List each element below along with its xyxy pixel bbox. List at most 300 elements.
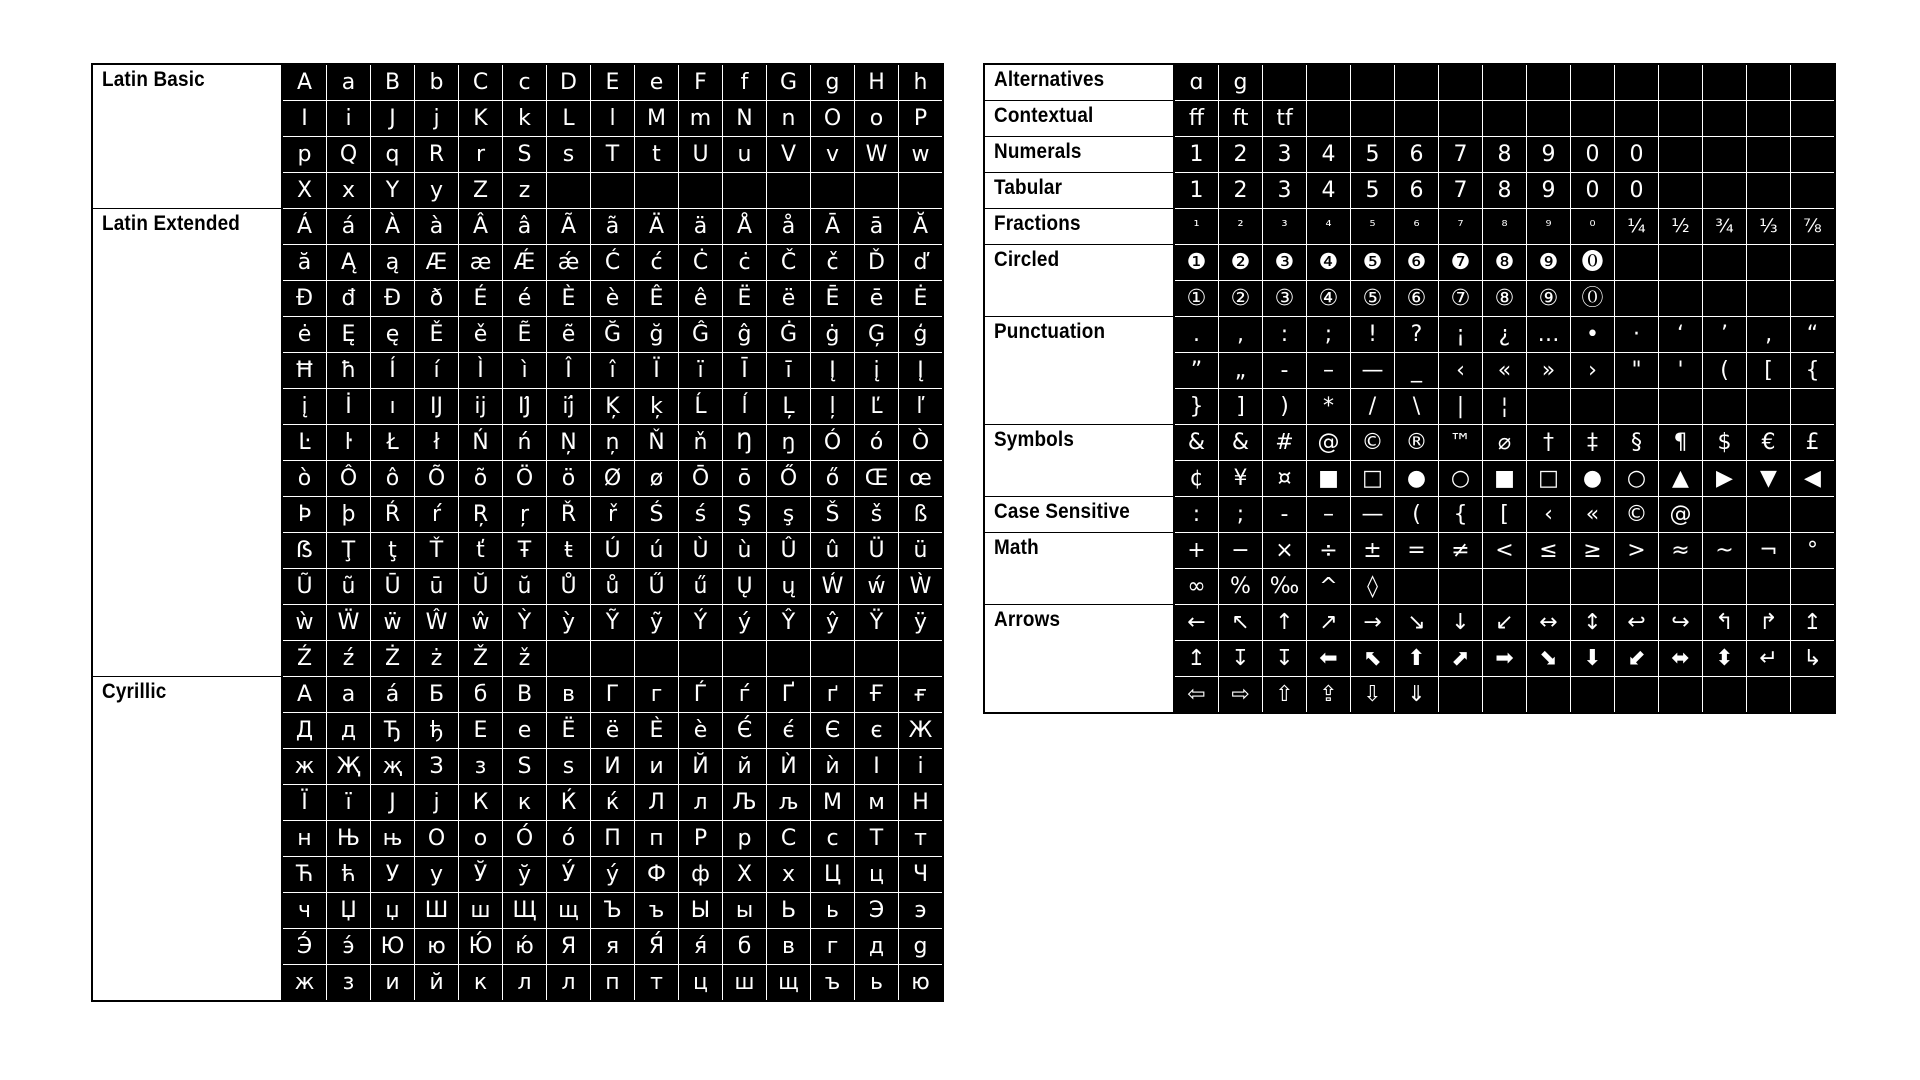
- glyph-cell: ë: [767, 281, 811, 317]
- glyph-cell: а: [327, 677, 371, 713]
- glyph-cell: Ā: [811, 209, 855, 245]
- glyph-cell: Ẅ: [327, 605, 371, 641]
- glyph-cell: Õ: [415, 461, 459, 497]
- glyph-cell: į: [855, 353, 899, 389]
- empty-glyph-cell: [1527, 569, 1571, 605]
- glyph-cell: Ғ: [855, 677, 899, 713]
- glyph-cell: щ: [767, 965, 811, 1002]
- glyph-cell: 8: [1483, 173, 1527, 209]
- glyph-cell: g: [899, 929, 944, 965]
- glyph-cell: Þ: [282, 497, 327, 533]
- glyph-cell: ❻: [1395, 245, 1439, 281]
- glyph-cell: č: [811, 245, 855, 281]
- glyph-cell: Ï: [635, 353, 679, 389]
- glyph-cell: Ŭ: [459, 569, 503, 605]
- glyph-cell: И: [591, 749, 635, 785]
- glyph-cell: з: [327, 965, 371, 1002]
- empty-glyph-cell: [1747, 101, 1791, 137]
- glyph-cell: l: [591, 101, 635, 137]
- glyph-row: [984, 173, 1835, 209]
- glyph-cell: Ő: [767, 461, 811, 497]
- glyph-cell: Ħ: [282, 353, 327, 389]
- empty-glyph-cell: [1395, 101, 1439, 137]
- glyph-cell: ↩: [1615, 605, 1659, 641]
- empty-glyph-cell: [1571, 101, 1615, 137]
- glyph-cell: Ļ: [767, 389, 811, 425]
- glyph-cell: ғ: [899, 677, 944, 713]
- glyph-cell: ī: [767, 353, 811, 389]
- section-label-text: Math: [994, 536, 1039, 559]
- glyph-cell: \: [1395, 389, 1439, 425]
- glyph-cell: ⬅: [1307, 641, 1351, 677]
- glyph-cell: Ж: [899, 713, 944, 749]
- glyph-cell: ': [1659, 353, 1703, 389]
- glyph-cell: W: [855, 137, 899, 173]
- glyph-cell: ↔: [1527, 605, 1571, 641]
- section-label-text: Alternatives: [994, 68, 1105, 91]
- empty-glyph-cell: [1659, 389, 1703, 425]
- glyph-cell: ā: [855, 209, 899, 245]
- glyph-cell: ’: [1703, 317, 1747, 353]
- glyph-cell: ẃ: [855, 569, 899, 605]
- glyph-cell: Я: [547, 929, 591, 965]
- empty-glyph-cell: [1395, 569, 1439, 605]
- glyph-cell: Ž: [459, 641, 503, 677]
- glyph-cell: →: [1351, 605, 1395, 641]
- glyph-cell: ©: [1615, 497, 1659, 533]
- glyph-cell: á: [371, 677, 415, 713]
- glyph-cell: ň: [679, 425, 723, 461]
- glyph-cell: y: [415, 173, 459, 209]
- glyph-cell: ○: [1439, 461, 1483, 497]
- glyph-cell: !: [1351, 317, 1395, 353]
- glyph-cell: з: [459, 749, 503, 785]
- glyph-cell: ú: [635, 533, 679, 569]
- glyph-cell: ⑤: [1351, 281, 1395, 317]
- glyph-cell: ↘: [1395, 605, 1439, 641]
- glyph-cell: л: [547, 965, 591, 1002]
- glyph-cell: G: [767, 64, 811, 101]
- glyph-cell: é: [503, 281, 547, 317]
- glyph-cell: ■: [1483, 461, 1527, 497]
- glyph-cell: w: [899, 137, 944, 173]
- empty-glyph-cell: [1395, 64, 1439, 101]
- glyph-cell: x: [327, 173, 371, 209]
- glyph-cell: й: [723, 749, 767, 785]
- glyph-cell: О́: [503, 821, 547, 857]
- glyph-cell: Ţ: [327, 533, 371, 569]
- empty-glyph-cell: [855, 641, 899, 677]
- glyph-cell: ⁷: [1439, 209, 1483, 245]
- section-label-text: Numerals: [994, 140, 1082, 163]
- empty-glyph-cell: [679, 641, 723, 677]
- glyph-cell: ź: [327, 641, 371, 677]
- glyph-cell: ⇓: [1395, 677, 1439, 714]
- glyph-cell: Ų: [723, 569, 767, 605]
- glyph-cell: 5: [1351, 137, 1395, 173]
- glyph-cell: ѕ: [547, 749, 591, 785]
- glyph-cell: Ŋ: [723, 425, 767, 461]
- section-label-punctuation: [984, 317, 1174, 425]
- glyph-cell: Ă: [899, 209, 944, 245]
- empty-glyph-cell: [1527, 101, 1571, 137]
- glyph-cell: ⇨: [1219, 677, 1263, 714]
- glyph-cell: І: [855, 749, 899, 785]
- glyph-cell: ж: [282, 965, 327, 1002]
- empty-glyph-cell: [1659, 281, 1703, 317]
- glyph-cell: õ: [459, 461, 503, 497]
- glyph-cell: Ě: [415, 317, 459, 353]
- glyph-cell: ę: [371, 317, 415, 353]
- glyph-cell: 3: [1263, 137, 1307, 173]
- glyph-cell: ł: [415, 425, 459, 461]
- glyph-cell: е: [503, 713, 547, 749]
- glyph-cell: Į: [899, 353, 944, 389]
- glyph-cell: ④: [1307, 281, 1351, 317]
- glyph-cell: m: [679, 101, 723, 137]
- glyph-cell: „: [1219, 353, 1263, 389]
- glyph-cell: д: [327, 713, 371, 749]
- glyph-cell: Č: [767, 245, 811, 281]
- glyph-cell: Ь: [767, 893, 811, 929]
- glyph-cell: ❷: [1219, 245, 1263, 281]
- glyph-cell: å: [767, 209, 811, 245]
- glyph-cell: 7: [1439, 137, 1483, 173]
- glyph-cell: ❹: [1307, 245, 1351, 281]
- empty-glyph-cell: [1615, 281, 1659, 317]
- glyph-cell: ≤: [1527, 533, 1571, 569]
- glyph-cell: 0: [1615, 137, 1659, 173]
- glyph-cell: Ѐ: [635, 713, 679, 749]
- glyph-cell: ⌀: [1483, 425, 1527, 461]
- glyph-cell: “: [1791, 317, 1836, 353]
- glyph-cell: 6: [1395, 173, 1439, 209]
- glyph-cell: ъ: [811, 965, 855, 1002]
- glyph-cell: É: [459, 281, 503, 317]
- glyph-cell: Н: [899, 785, 944, 821]
- glyph-cell: ◊: [1351, 569, 1395, 605]
- glyph-cell: ť: [459, 533, 503, 569]
- glyph-cell: Ĺ: [679, 389, 723, 425]
- glyph-cell: Ë: [723, 281, 767, 317]
- glyph-cell: {: [1791, 353, 1836, 389]
- glyph-cell: 6: [1395, 137, 1439, 173]
- empty-glyph-cell: [1703, 245, 1747, 281]
- glyph-cell: Ņ: [547, 425, 591, 461]
- glyph-cell: ŭ: [503, 569, 547, 605]
- glyph-cell: ŗ: [503, 497, 547, 533]
- glyph-cell: ĝ: [723, 317, 767, 353]
- glyph-cell: и: [635, 749, 679, 785]
- glyph-cell: Ђ: [371, 713, 415, 749]
- glyph-cell: ¶: [1659, 425, 1703, 461]
- empty-glyph-cell: [1703, 497, 1747, 533]
- glyph-cell: Í: [371, 353, 415, 389]
- empty-glyph-cell: [1571, 389, 1615, 425]
- glyph-cell: «: [1483, 353, 1527, 389]
- glyph-cell: ;: [1219, 497, 1263, 533]
- glyph-cell: Ä: [635, 209, 679, 245]
- glyph-cell: Ỳ: [503, 605, 547, 641]
- glyph-cell: ŵ: [459, 605, 503, 641]
- glyph-row: [984, 533, 1835, 569]
- glyph-cell: ↕: [1571, 605, 1615, 641]
- empty-glyph-cell: [767, 173, 811, 209]
- glyph-cell: v: [811, 137, 855, 173]
- glyph-cell: Û: [767, 533, 811, 569]
- glyph-cell: э́: [327, 929, 371, 965]
- glyph-cell: ⬆: [1395, 641, 1439, 677]
- glyph-cell: ≈: [1659, 533, 1703, 569]
- glyph-cell: Ù: [679, 533, 723, 569]
- glyph-cell: Ъ: [591, 893, 635, 929]
- glyph-cell: Î: [547, 353, 591, 389]
- glyph-cell: Ŧ: [503, 533, 547, 569]
- glyph-cell: ó: [855, 425, 899, 461]
- glyph-cell: Ģ: [855, 317, 899, 353]
- glyph-cell: …: [1527, 317, 1571, 353]
- glyph-cell: о: [459, 821, 503, 857]
- section-label-circled: [984, 245, 1174, 317]
- glyph-cell: у́: [591, 857, 635, 893]
- glyph-cell: –: [1307, 353, 1351, 389]
- glyph-cell: ➡: [1483, 641, 1527, 677]
- section-label-math: [984, 533, 1174, 605]
- glyph-cell: Ş: [723, 497, 767, 533]
- glyph-cell: †: [1527, 425, 1571, 461]
- glyph-cell: ý: [723, 605, 767, 641]
- glyph-cell: Ũ: [282, 569, 327, 605]
- glyph-cell: ő: [811, 461, 855, 497]
- glyph-cell: ų: [767, 569, 811, 605]
- empty-glyph-cell: [1615, 245, 1659, 281]
- glyph-cell: ц: [679, 965, 723, 1002]
- empty-glyph-cell: [1747, 677, 1791, 714]
- glyph-cell: U: [679, 137, 723, 173]
- section-label-text: Latin Extended: [102, 212, 240, 235]
- glyph-cell: Ќ: [547, 785, 591, 821]
- glyph-cell: ć: [635, 245, 679, 281]
- glyph-cell: Ẃ: [811, 569, 855, 605]
- glyph-cell: ц: [855, 857, 899, 893]
- glyph-cell: ②: [1219, 281, 1263, 317]
- glyph-cell: |: [1439, 389, 1483, 425]
- glyph-cell: þ: [327, 497, 371, 533]
- glyph-cell: 7: [1439, 173, 1483, 209]
- empty-glyph-cell: [1791, 173, 1836, 209]
- glyph-cell: ³: [1263, 209, 1307, 245]
- glyph-cell: ↖: [1219, 605, 1263, 641]
- glyph-cell: Щ: [503, 893, 547, 929]
- glyph-cell: ņ: [591, 425, 635, 461]
- glyph-cell: ґ: [811, 677, 855, 713]
- glyph-cell: ż: [415, 641, 459, 677]
- glyph-cell: ð: [415, 281, 459, 317]
- glyph-cell: ⁴: [1307, 209, 1351, 245]
- empty-glyph-cell: [723, 173, 767, 209]
- glyph-cell: Ű: [635, 569, 679, 605]
- glyph-cell: ⑨: [1527, 281, 1571, 317]
- glyph-cell: ): [1263, 389, 1307, 425]
- glyph-cell: Ğ: [591, 317, 635, 353]
- glyph-cell: Ц: [811, 857, 855, 893]
- glyph-cell: ћ: [327, 857, 371, 893]
- glyph-cell: Ź: [282, 641, 327, 677]
- glyph-cell: і: [899, 749, 944, 785]
- glyph-cell: ○: [1615, 461, 1659, 497]
- glyph-cell: @: [1307, 425, 1351, 461]
- empty-glyph-cell: [1747, 569, 1791, 605]
- glyph-cell: Є: [811, 713, 855, 749]
- empty-glyph-cell: [1615, 569, 1659, 605]
- glyph-cell: M: [635, 101, 679, 137]
- glyph-cell: ï: [679, 353, 723, 389]
- glyph-cell: o: [855, 101, 899, 137]
- glyph-cell: Æ: [415, 245, 459, 281]
- empty-glyph-cell: [1659, 245, 1703, 281]
- glyph-cell: Â: [459, 209, 503, 245]
- glyph-cell: ↳: [1791, 641, 1836, 677]
- glyph-cell: ⅞: [1791, 209, 1836, 245]
- glyph-cell: ": [1615, 353, 1659, 389]
- glyph-cell: Њ: [327, 821, 371, 857]
- glyph-row: [984, 605, 1835, 641]
- section-label-latin-basic: [92, 64, 282, 209]
- glyph-cell: —: [1351, 353, 1395, 389]
- glyph-cell: ↵: [1747, 641, 1791, 677]
- glyph-cell: Ò: [899, 425, 944, 461]
- glyph-cell: g: [1219, 64, 1263, 101]
- glyph-cell: Р: [679, 821, 723, 857]
- glyph-row: [984, 64, 1835, 101]
- glyph-cell: ħ: [327, 353, 371, 389]
- glyph-cell: ľ: [899, 389, 944, 425]
- glyph-cell: ю́: [503, 929, 547, 965]
- glyph-cell: î: [591, 353, 635, 389]
- glyph-cell: б: [459, 677, 503, 713]
- glyph-cell: Ѕ: [503, 749, 547, 785]
- glyph-cell: ↓: [1439, 605, 1483, 641]
- glyph-cell: ⬌: [1659, 641, 1703, 677]
- glyph-cell: >: [1615, 533, 1659, 569]
- glyph-cell: Ì: [459, 353, 503, 389]
- glyph-cell: ŕ: [415, 497, 459, 533]
- empty-glyph-cell: [811, 173, 855, 209]
- glyph-cell: Д: [282, 713, 327, 749]
- glyph-cell: ¿: [1483, 317, 1527, 353]
- glyph-cell: д: [855, 929, 899, 965]
- glyph-cell: ⬈: [1439, 641, 1483, 677]
- glyph-cell: Ø: [591, 461, 635, 497]
- empty-glyph-cell: [1747, 245, 1791, 281]
- glyph-cell: Ĝ: [679, 317, 723, 353]
- glyph-cell: у: [415, 857, 459, 893]
- glyph-cell: ⅓: [1747, 209, 1791, 245]
- empty-glyph-cell: [1747, 281, 1791, 317]
- glyph-cell: .: [1174, 317, 1219, 353]
- glyph-cell: Ã: [547, 209, 591, 245]
- glyph-cell: R: [415, 137, 459, 173]
- glyph-cell: ❶: [1174, 245, 1219, 281]
- glyph-row: [984, 317, 1835, 353]
- glyph-cell: 2: [1219, 173, 1263, 209]
- section-label-text: Tabular: [994, 176, 1063, 199]
- empty-glyph-cell: [1439, 569, 1483, 605]
- glyph-cell: Ķ: [591, 389, 635, 425]
- glyph-cell: ²: [1219, 209, 1263, 245]
- glyph-cell: ⁶: [1395, 209, 1439, 245]
- glyph-cell: Җ: [327, 749, 371, 785]
- glyph-cell: ū: [415, 569, 459, 605]
- glyph-cell: ē: [855, 281, 899, 317]
- glyph-cell: ś: [679, 497, 723, 533]
- empty-glyph-cell: [1571, 569, 1615, 605]
- glyph-cell: £: [1791, 425, 1836, 461]
- glyph-cell: ①: [1174, 281, 1219, 317]
- glyph-cell: щ: [547, 893, 591, 929]
- glyph-cell: ‘: [1659, 317, 1703, 353]
- glyph-cell: ≠: [1439, 533, 1483, 569]
- glyph-cell: р: [723, 821, 767, 857]
- empty-glyph-cell: [1615, 101, 1659, 137]
- empty-glyph-cell: [1703, 677, 1747, 714]
- glyph-cell: ч: [282, 893, 327, 929]
- glyph-cell: в: [767, 929, 811, 965]
- empty-glyph-cell: [591, 173, 635, 209]
- glyph-cell: ff: [1174, 101, 1219, 137]
- glyph-cell: ĺ: [723, 389, 767, 425]
- glyph-cell: ã: [591, 209, 635, 245]
- glyph-cell: ẽ: [547, 317, 591, 353]
- glyph-cell: K: [459, 101, 503, 137]
- glyph-cell: Ń: [459, 425, 503, 461]
- glyph-cell: ů: [591, 569, 635, 605]
- glyph-cell: ⇦: [1174, 677, 1219, 714]
- glyph-cell: í: [415, 353, 459, 389]
- glyph-cell: ũ: [327, 569, 371, 605]
- glyph-cell: E: [591, 64, 635, 101]
- glyph-cell: Ґ: [767, 677, 811, 713]
- glyph-cell: ≥: [1571, 533, 1615, 569]
- glyph-cell: я: [591, 929, 635, 965]
- glyph-cell: З: [415, 749, 459, 785]
- glyph-cell: ⑥: [1395, 281, 1439, 317]
- glyph-cell: ģ: [899, 317, 944, 353]
- empty-glyph-cell: [1263, 64, 1307, 101]
- glyph-cell: ќ: [591, 785, 635, 821]
- glyph-cell: Ẽ: [503, 317, 547, 353]
- glyph-cell: ⁵: [1351, 209, 1395, 245]
- glyph-cell: ė: [282, 317, 327, 353]
- glyph-cell: 3: [1263, 173, 1307, 209]
- glyph-cell: ř: [591, 497, 635, 533]
- glyph-cell: a: [327, 64, 371, 101]
- glyph-cell: V: [767, 137, 811, 173]
- glyph-cell: ¹: [1174, 209, 1219, 245]
- glyph-cell: æ: [459, 245, 503, 281]
- glyph-cell: S: [503, 137, 547, 173]
- empty-glyph-cell: [1527, 64, 1571, 101]
- glyph-cell: ❾: [1527, 245, 1571, 281]
- empty-glyph-cell: [1791, 569, 1836, 605]
- glyph-cell: â: [503, 209, 547, 245]
- glyph-cell: Я́: [635, 929, 679, 965]
- glyph-cell: ⁰: [1571, 209, 1615, 245]
- glyph-cell: Ľ: [855, 389, 899, 425]
- empty-glyph-cell: [899, 641, 944, 677]
- glyph-cell: ⇧: [1263, 677, 1307, 714]
- section-label-case-sensitive: [984, 497, 1174, 533]
